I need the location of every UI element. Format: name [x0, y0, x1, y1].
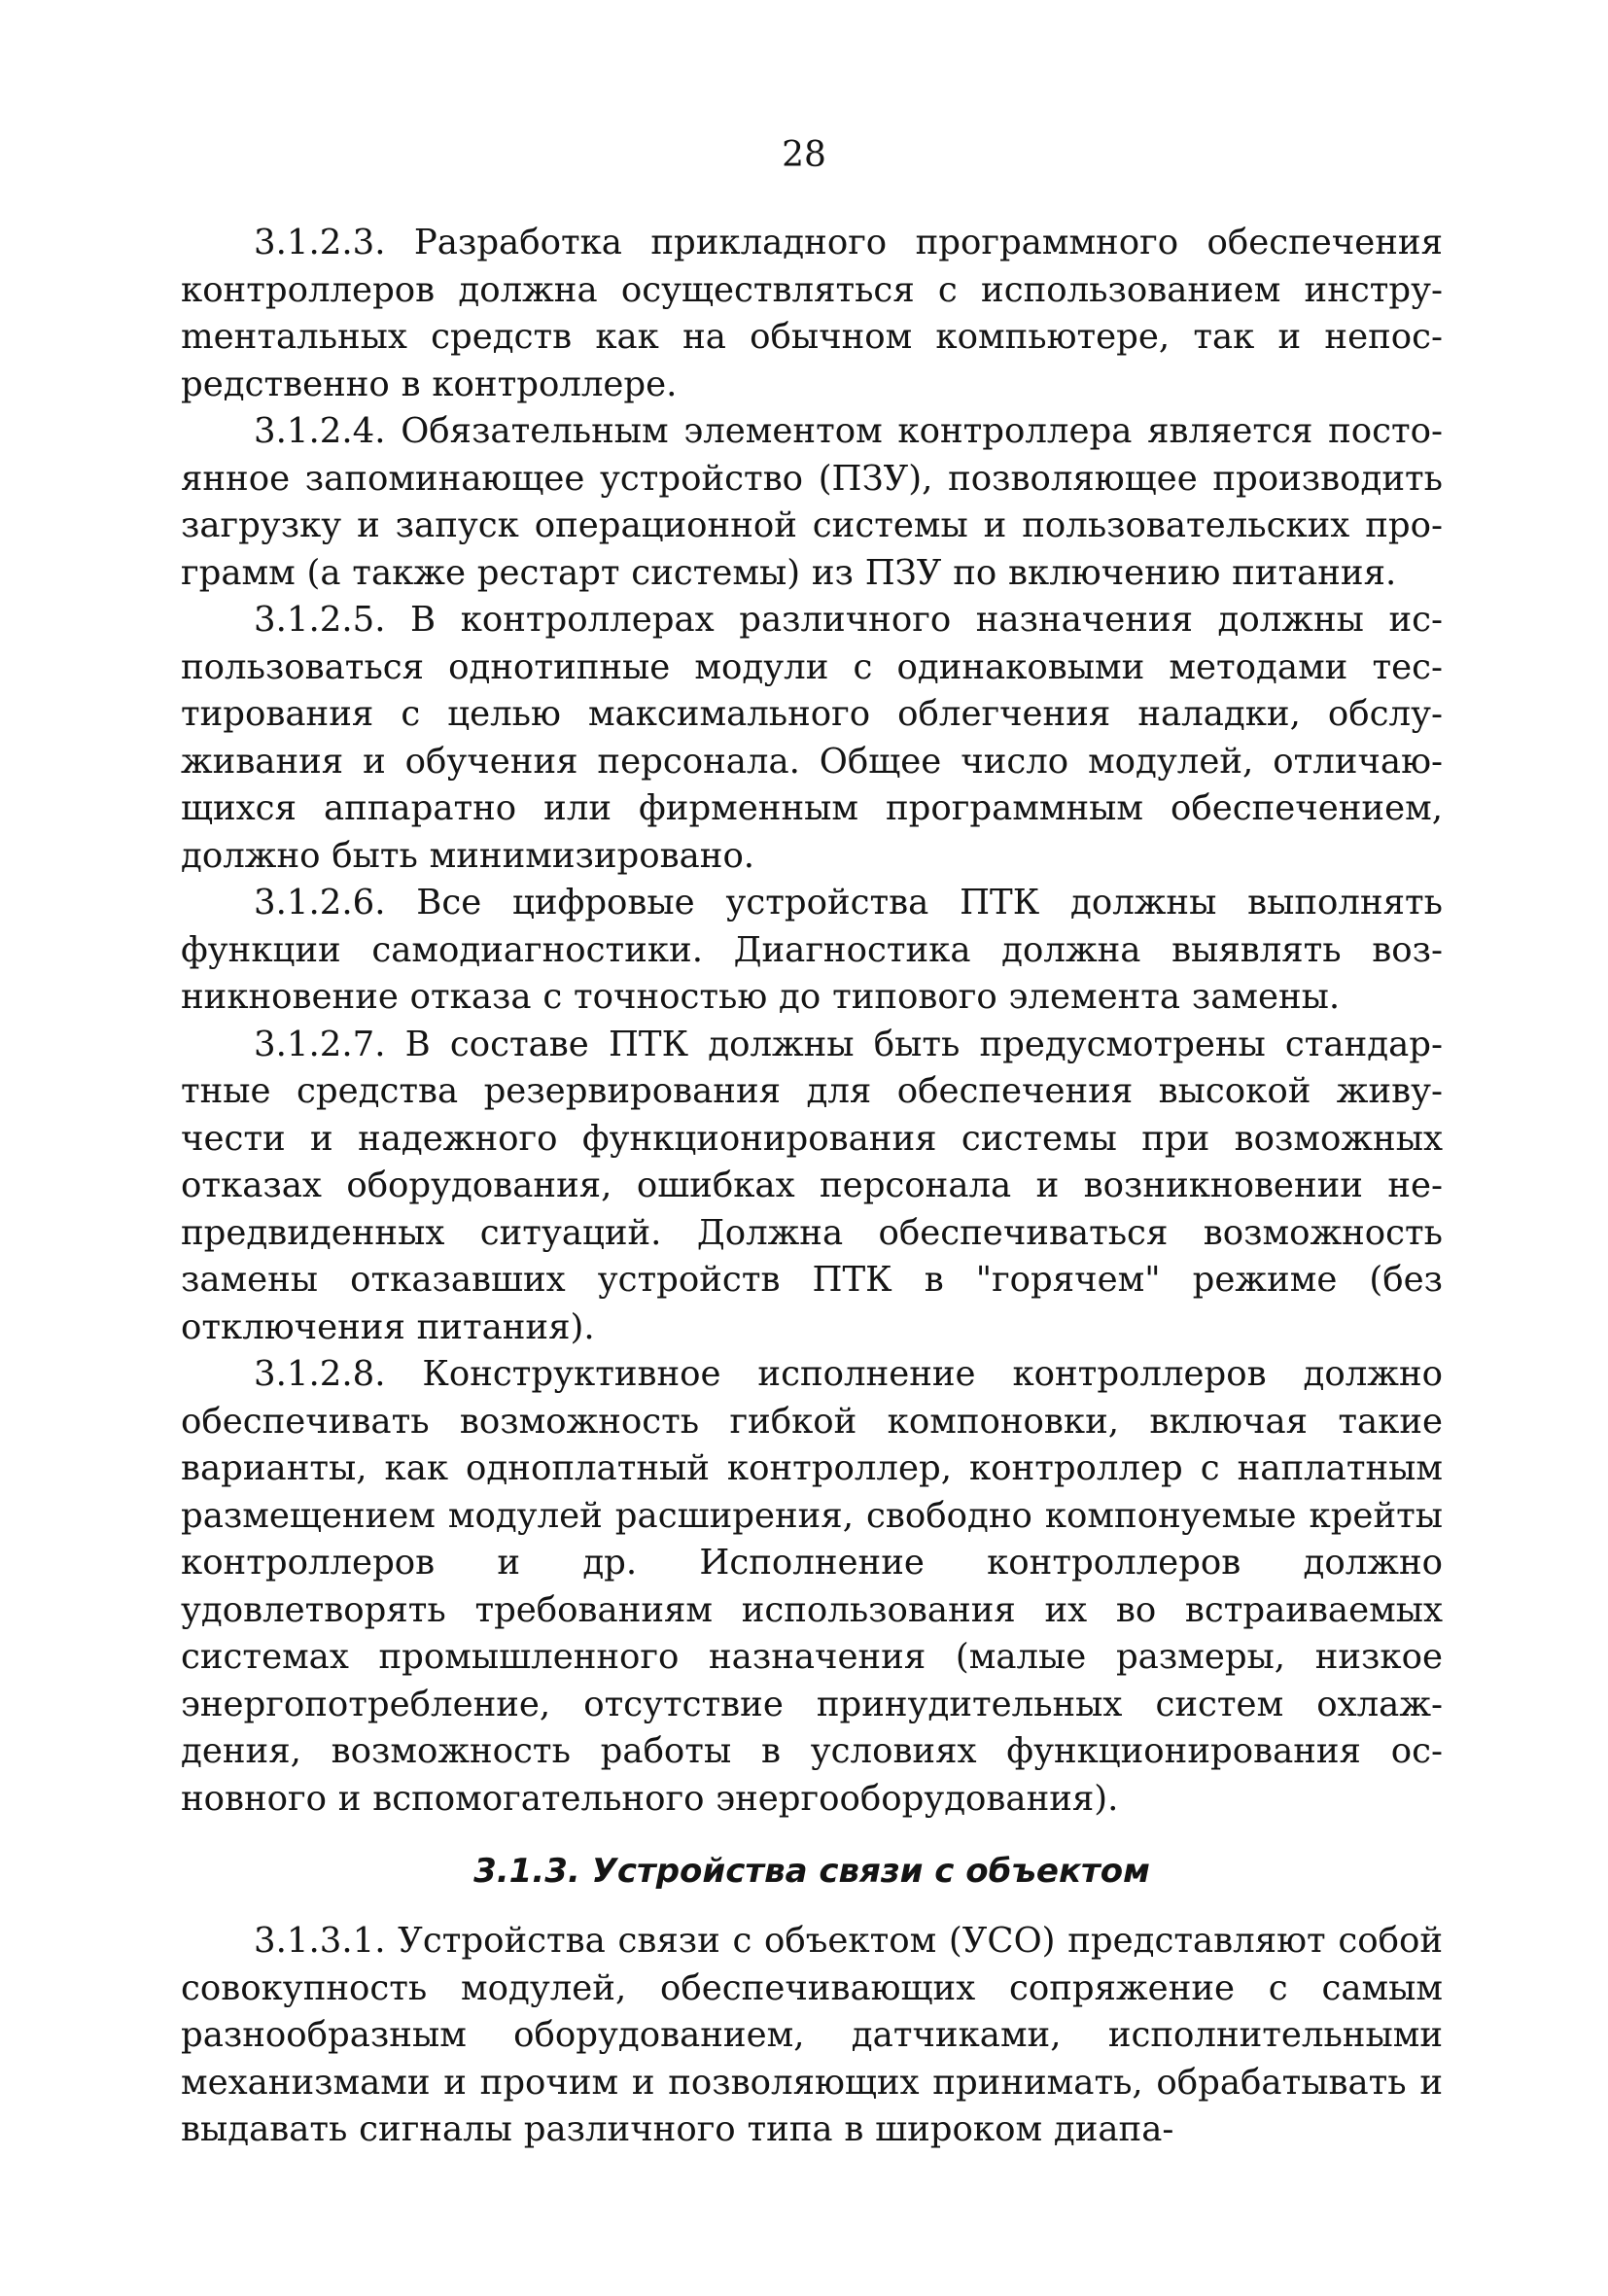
paragraph-3-1-3-1: 3.1.3.1. Устройства связи с объектом (УСО) представляют собой совокупность модулей, обеспечивающих сопряжение с самым разнообразным оборудованием, датчиками, исполнительными механизмами и прочим и позволяющих принимать, обрабатывать и выдавать сигналы различного типа в широком диапа- [181, 1921, 1443, 2149]
page-number: 28 [782, 135, 826, 175]
paragraph-3-1-2-7: 3.1.2.7. В составе ПТК должны быть предусмотрены стандартные средства резервирования для обеспечения высокой живучести и надежного функционирования системы при возможных отказах оборудования, ошибках персонала и возникновении непредвиденных ситуаций. Должна обеспечиваться возможность замены отказавших устройств ПТК в "горячем" режиме (без отключения питания). [181, 1024, 1443, 1347]
paragraph-3-1-2-6: 3.1.2.6. Все цифровые устройства ПТК должны выполнять функции самодиагностики. Диагностика должна выявлять возникновение отказа с точностью до типового элемента замены. [181, 883, 1443, 1017]
paragraph-3-1-2-5: 3.1.2.5. В контроллерах различного назначения должны использоваться однотипные модули с одинаковыми методами тестирования с целью максимального облегчения наладки, обслуживания и обучения персонала. Общее число модулей, отличающихся аппаратно или фирменным программным обеспечением, должно быть минимизировано. [181, 600, 1443, 876]
body-text [181, 220, 1443, 2154]
paragraph-3-1-2-3: 3.1.2.3. Разработка прикладного программного обеспечения контроллеров должна осуществляться с использованием инструmентальных средств как на обычном компьютере, так и непосредственно в контроллере. [181, 223, 1443, 404]
paragraph-3-1-2-8: 3.1.2.8. Конструктивное исполнение контроллеров должно обеспечивать возможность гибкой компоновки, включая такие варианты, как одноплатный контроллер, контроллер с наплатным размещением модулей расширения, свободно компонуемые крейты контроллеров и др. Исполнение контроллеров должно удовлетворять требованиям использования их во встраиваемых системах промышленного назначения (малые размеры, низкое энергопотребление, отсутствие принудительных систем охлаждения, возможность работы в условиях функционирования основного и вспомогательного энергооборудования). [181, 1354, 1443, 1819]
section-heading: 3.1.3. Устройства связи с объектом [473, 1852, 1150, 1891]
paragraph-3-1-2-4: 3.1.2.4. Обязательным элементом контроллера является постоянное запоминающее устройство (ПЗУ), позволяющее производить загрузку и запуск операционной системы и пользовательских программ (а также рестарт системы) из ПЗУ по включению питания. [181, 411, 1443, 593]
